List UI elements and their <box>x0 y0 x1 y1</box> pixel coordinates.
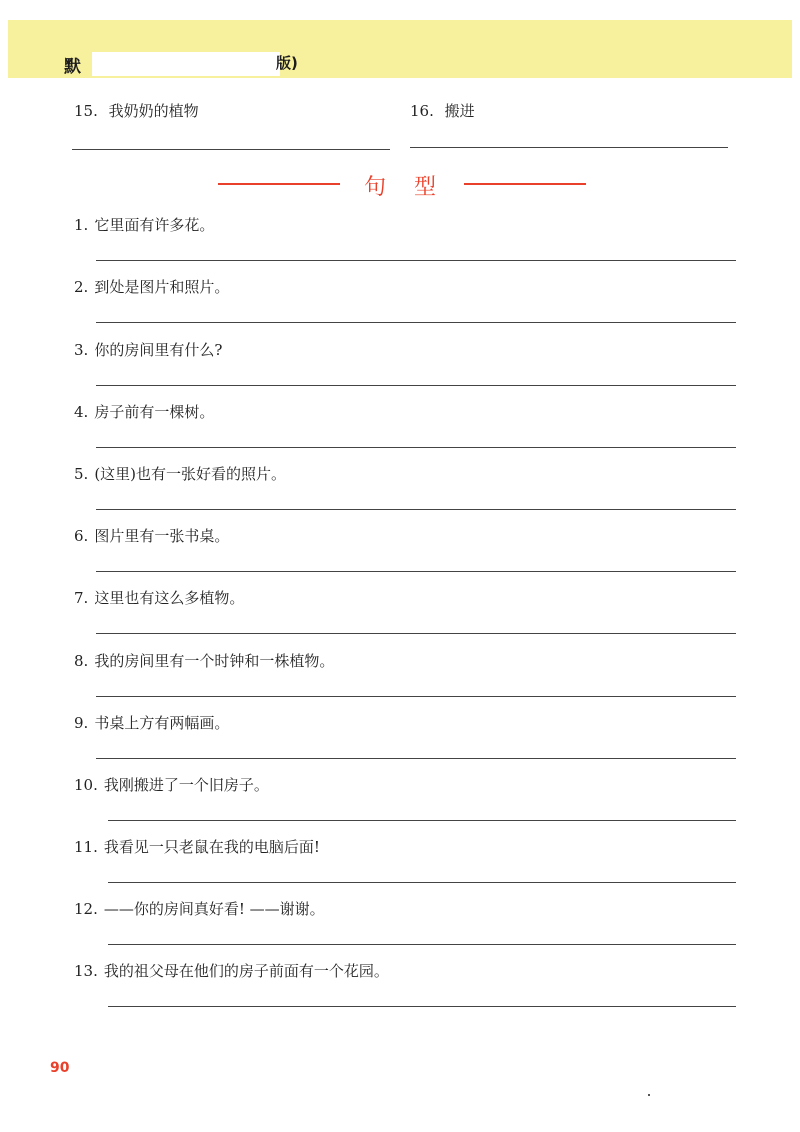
vocab-item-16 <box>410 100 475 121</box>
answer-line[interactable] <box>108 944 736 945</box>
answer-line[interactable] <box>96 633 736 634</box>
scan-speck <box>648 1094 650 1096</box>
vocab-text: 我奶奶的植物 <box>108 102 199 120</box>
sentence-item <box>74 712 229 733</box>
sentence-text: (这里)也有一张好看的照片。 <box>94 465 287 483</box>
answer-line[interactable] <box>108 882 736 883</box>
sentence-number: 1. <box>74 216 89 234</box>
vocab-item-15 <box>74 100 199 121</box>
page-number: 90 <box>50 1060 70 1076</box>
sentence-number: 10. <box>74 776 98 794</box>
header-series-mark: 默 <box>64 57 81 77</box>
sentence-text: ——你的房间真好看! ——谢谢。 <box>103 900 325 918</box>
answer-line[interactable] <box>96 571 736 572</box>
sentence-text: 我的房间里有一个时钟和一株植物。 <box>94 652 335 670</box>
vocab-number: 15. <box>74 102 98 120</box>
section-rule-right <box>464 183 586 185</box>
sentence-item <box>74 463 286 484</box>
sentence-text: 书桌上方有两幅画。 <box>94 714 230 732</box>
sentence-item <box>74 339 222 360</box>
header-redaction <box>92 52 280 76</box>
section-title: 句型 <box>363 175 464 200</box>
sentence-text: 到处是图片和照片。 <box>94 278 230 296</box>
sentence-number: 4. <box>74 403 89 421</box>
sentence-text: 它里面有许多花。 <box>94 216 215 234</box>
vocab-answer-line-16[interactable] <box>410 147 728 148</box>
answer-line[interactable] <box>108 1006 736 1007</box>
sentence-text: 我看见一只老鼠在我的电脑后面! <box>103 838 320 856</box>
header-edition-text: 版) <box>276 54 298 72</box>
sentence-number: 7. <box>74 589 89 607</box>
vocab-answer-line-15[interactable] <box>72 149 390 150</box>
answer-line[interactable] <box>96 322 736 323</box>
sentence-number: 11. <box>74 838 98 856</box>
answer-line[interactable] <box>96 509 736 510</box>
vocab-text: 搬进 <box>444 102 475 120</box>
sentence-item <box>74 525 229 546</box>
answer-line[interactable] <box>108 820 736 821</box>
answer-line[interactable] <box>96 696 736 697</box>
sentence-item <box>74 898 325 919</box>
sentence-number: 12. <box>74 900 98 918</box>
sentence-text: 我刚搬进了一个旧房子。 <box>103 776 269 794</box>
sentence-item <box>74 650 334 671</box>
sentence-number: 5. <box>74 465 89 483</box>
sentence-number: 2. <box>74 278 89 296</box>
sentence-item <box>74 774 269 795</box>
sentence-item <box>74 960 389 981</box>
sentence-item <box>74 836 320 857</box>
sentence-text: 图片里有一张书桌。 <box>94 527 230 545</box>
sentence-text: 你的房间里有什么? <box>94 341 223 359</box>
answer-line[interactable] <box>96 447 736 448</box>
answer-line[interactable] <box>96 385 736 386</box>
sentence-item <box>74 276 229 297</box>
sentence-text: 房子前有一棵树。 <box>94 403 215 421</box>
sentence-number: 9. <box>74 714 89 732</box>
sentence-number: 13. <box>74 962 98 980</box>
vocab-number: 16. <box>410 102 434 120</box>
sentence-number: 8. <box>74 652 89 670</box>
sentence-item <box>74 587 244 608</box>
sentence-number: 3. <box>74 341 89 359</box>
sentence-text: 我的祖父母在他们的房子前面有一个花园。 <box>103 962 389 980</box>
answer-line[interactable] <box>96 260 736 261</box>
sentence-number: 6. <box>74 527 89 545</box>
sentence-item <box>74 214 214 235</box>
answer-line[interactable] <box>96 758 736 759</box>
sentence-text: 这里也有这么多植物。 <box>94 589 245 607</box>
sentence-item <box>74 401 214 422</box>
